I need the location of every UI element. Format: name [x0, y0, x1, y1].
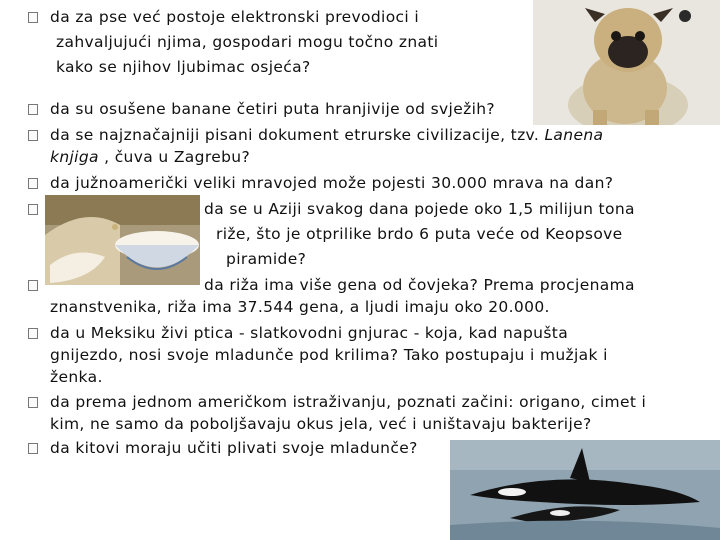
fact-text: kim, ne samo da poboljšavaju okus jela, već i uništavaju bakterije?	[50, 415, 592, 433]
fact-text: da se u Aziji svakog dana pojede oko 1,5 milijun tona	[204, 200, 635, 218]
fact-text: kako se njihov ljubimac osjeća?	[56, 58, 311, 76]
fact-text: da su osušene banane četiri puta hranjivije od svježih?	[50, 100, 495, 118]
bullet-icon	[28, 443, 38, 454]
fact-text-part: , čuva u Zagrebu?	[98, 148, 251, 166]
fact-title-italic: Lanena	[544, 126, 604, 144]
bullet-icon	[28, 328, 38, 339]
bullet-icon	[28, 280, 38, 291]
fact-title-italic: knjiga	[50, 148, 99, 166]
bullet-icon	[28, 397, 38, 408]
fact-text: riže, što je otprilike brdo 6 puta veće od Keopsove	[216, 225, 623, 243]
fact-text: piramide?	[226, 250, 307, 268]
orca-photo	[450, 440, 720, 540]
fact-text: da za pse već postoje elektronski prevodioci i	[50, 8, 419, 26]
fact-text: da prema jednom američkom istraživanju, poznati začini: origano, cimet i	[50, 393, 647, 411]
fact-text: zahvaljujući njima, gospodari mogu točno znati	[56, 33, 439, 51]
fact-text	[50, 146, 250, 168]
bullet-icon	[28, 204, 38, 215]
fact-text	[50, 124, 603, 146]
fact-text: znanstvenika, riža ima 37.544 gena, a ljudi imaju oko 20.000.	[50, 298, 550, 316]
fact-text: da riža ima više gena od čovjeka? Prema procjenama	[204, 276, 635, 294]
bullet-icon	[28, 178, 38, 189]
fact-text-part: da se najznačajniji pisani dokument etrurske civilizacije, tzv.	[50, 126, 545, 144]
pug-photo	[533, 0, 720, 125]
bullet-icon	[28, 104, 38, 115]
fact-text: gnijezdo, nosi svoje mladunče pod krilima? Tako postupaju i mužjak i	[50, 346, 608, 364]
fact-text: da u Meksiku živi ptica - slatkovodni gnjurac - koja, kad napušta	[50, 324, 569, 342]
fact-text: da kitovi moraju učiti plivati svoje mladunče?	[50, 439, 418, 457]
bullet-icon	[28, 130, 38, 141]
fact-text: ženka.	[50, 368, 103, 386]
rice-photo	[45, 195, 200, 285]
fact-text: da južnoamerički veliki mravojed može pojesti 30.000 mrava na dan?	[50, 174, 614, 192]
bullet-icon	[28, 12, 38, 23]
